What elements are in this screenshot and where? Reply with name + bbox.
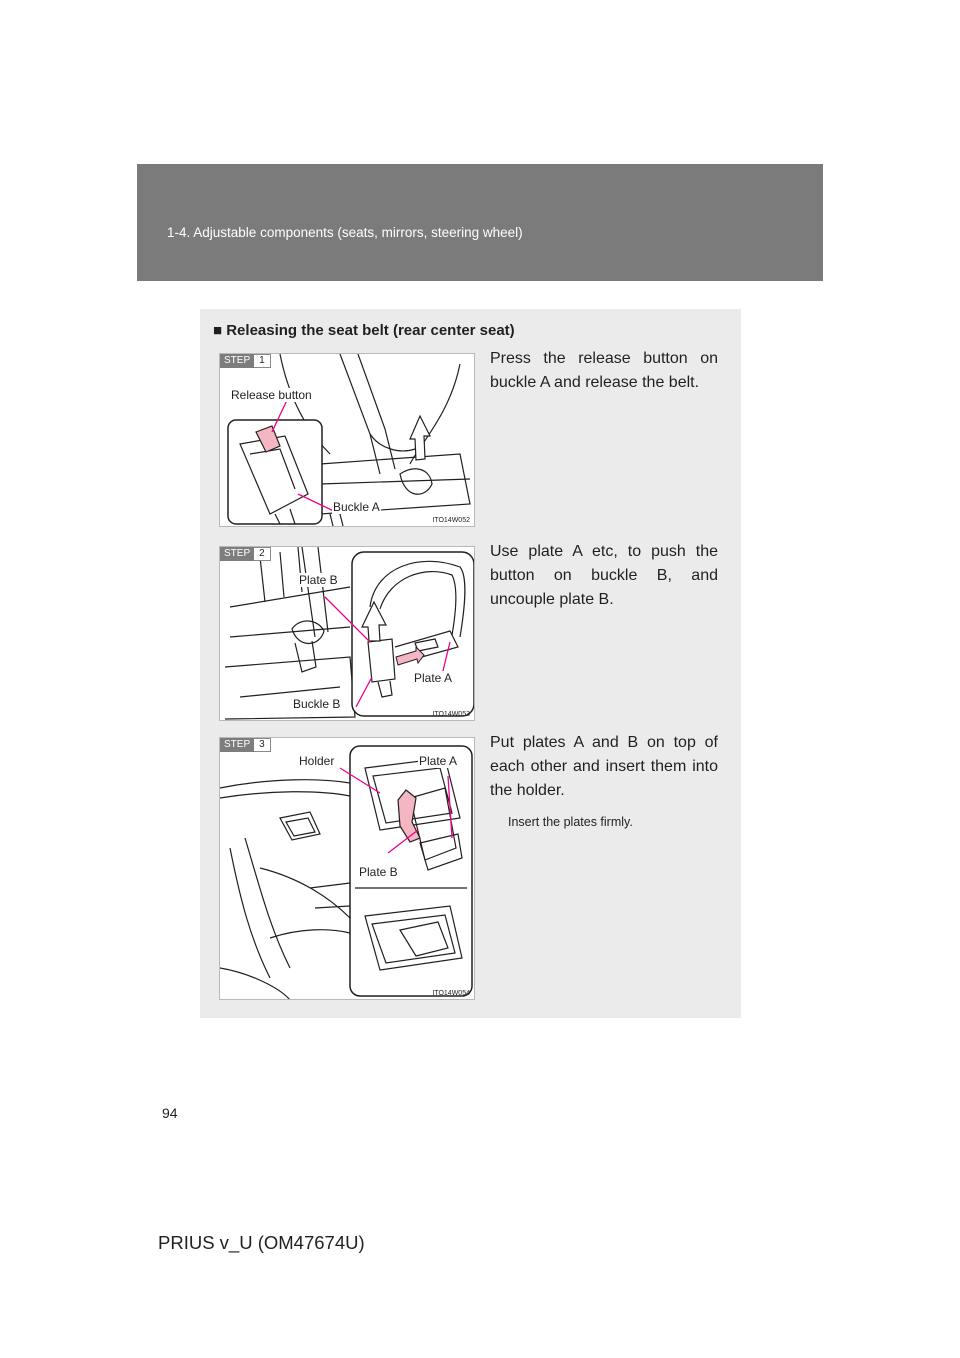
section-title: ■ Releasing the seat belt (rear center seat) [213, 322, 515, 339]
figure-code: ITO14W054 [432, 990, 470, 997]
content-panel [200, 309, 741, 1018]
step-3-note: Insert the plates firmly. [508, 815, 633, 829]
callout-holder: Holder [299, 754, 335, 768]
figure-code: ITO14W052 [432, 517, 470, 524]
step-3-badge: STEP 3 [220, 738, 271, 752]
callout-plate-b: Plate B [359, 865, 398, 879]
buckle-uncouple-drawing [220, 547, 475, 721]
step-1-badge: STEP 1 [220, 354, 271, 368]
callout-release-button: Release button [231, 388, 312, 402]
plates-holder-drawing [220, 738, 475, 1000]
callout-plate-b: Plate B [299, 573, 338, 587]
callout-plate-a: Plate A [419, 754, 458, 768]
model-code: PRIUS v_U (OM47674U) [158, 1232, 365, 1253]
step-2-instruction: Use plate A etc, to push the button on buckle B, and uncouple plate B. [490, 543, 718, 608]
step-2-illustration [219, 546, 475, 721]
page-number: 94 [162, 1105, 178, 1121]
callout-buckle-a: Buckle A [333, 500, 380, 514]
chapter-title: 1-4. Adjustable components (seats, mirrors, steering wheel) [167, 225, 523, 240]
callout-plate-a: Plate A [414, 671, 453, 685]
step-1-illustration [219, 353, 475, 527]
step-3-illustration [219, 737, 475, 1000]
figure-code: ITO14W053 [432, 711, 470, 718]
chapter-header [137, 164, 823, 281]
step-1-instruction: Press the release button on buckle A and release the belt. [490, 350, 718, 391]
step-2-badge: STEP 2 [220, 547, 271, 561]
step-3-instruction: Put plates A and B on top of each other and insert them into the holder. [490, 734, 718, 799]
callout-buckle-b: Buckle B [293, 697, 341, 711]
